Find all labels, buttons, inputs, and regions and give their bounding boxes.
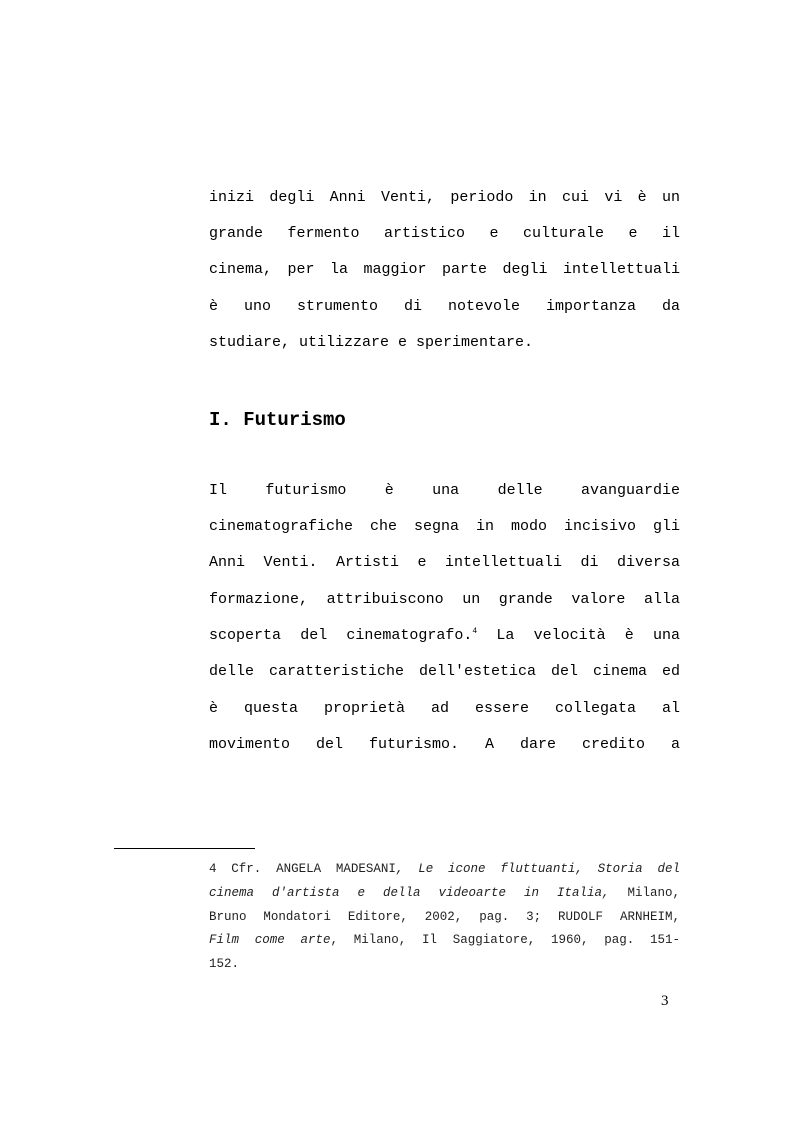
paragraph-line: Il futurismo è una delle avanguardie: [209, 482, 680, 499]
section-heading: I. Futurismo: [209, 409, 346, 431]
footnote-line: Bruno Mondatori Editore, 2002, pag. 3; RUDOLF ARNHEIM,: [209, 910, 680, 924]
paragraph-line: Anni Venti. Artisti e intellettuali di diversa: [209, 554, 680, 571]
footnote-line: [209, 884, 680, 902]
footnote-title: cinema d'artista e della videoarte in Italia,: [209, 886, 610, 900]
footnote-line: 152.: [209, 957, 240, 971]
intro-line: studiare, utilizzare e sperimentare.: [209, 334, 534, 351]
footnote-line: [209, 860, 680, 878]
footnote-text: 4 Cfr. ANGELA MADESANI: [209, 862, 396, 876]
footnote-title: Film come arte: [209, 933, 331, 947]
paragraph-line: è questa proprietà ad essere collegata al: [209, 700, 680, 717]
paragraph-line: [209, 626, 680, 646]
footnote-title: , Le icone fluttuanti, Storia del: [395, 862, 680, 876]
paragraph-line: movimento del futurismo. A dare credito a: [209, 736, 680, 753]
page-number: 3: [661, 993, 669, 1009]
footnote-text: Milano,: [609, 886, 680, 900]
paragraph-text: scoperta del cinematografo.: [209, 627, 473, 644]
paragraph-text: La velocità è una: [477, 627, 681, 644]
footnote-reference[interactable]: 4: [472, 627, 478, 636]
paragraph-line: cinematografiche che segna in modo incisivo gli: [209, 518, 680, 535]
footnote-text: , Milano, Il Saggiatore, 1960, pag. 151-: [330, 933, 680, 947]
intro-line: è uno strumento di notevole importanza da: [209, 298, 680, 315]
paragraph-line: formazione, attribuiscono un grande valore alla: [209, 591, 680, 608]
intro-line: inizi degli Anni Venti, periodo in cui vi è un: [209, 189, 680, 206]
paragraph-line: delle caratteristiche dell'estetica del cinema ed: [209, 663, 680, 680]
footnote-line: [209, 931, 680, 949]
footnote-separator: [114, 848, 255, 849]
intro-line: grande fermento artistico e culturale e il: [209, 225, 680, 242]
intro-line: cinema, per la maggior parte degli intellettuali: [209, 261, 680, 278]
